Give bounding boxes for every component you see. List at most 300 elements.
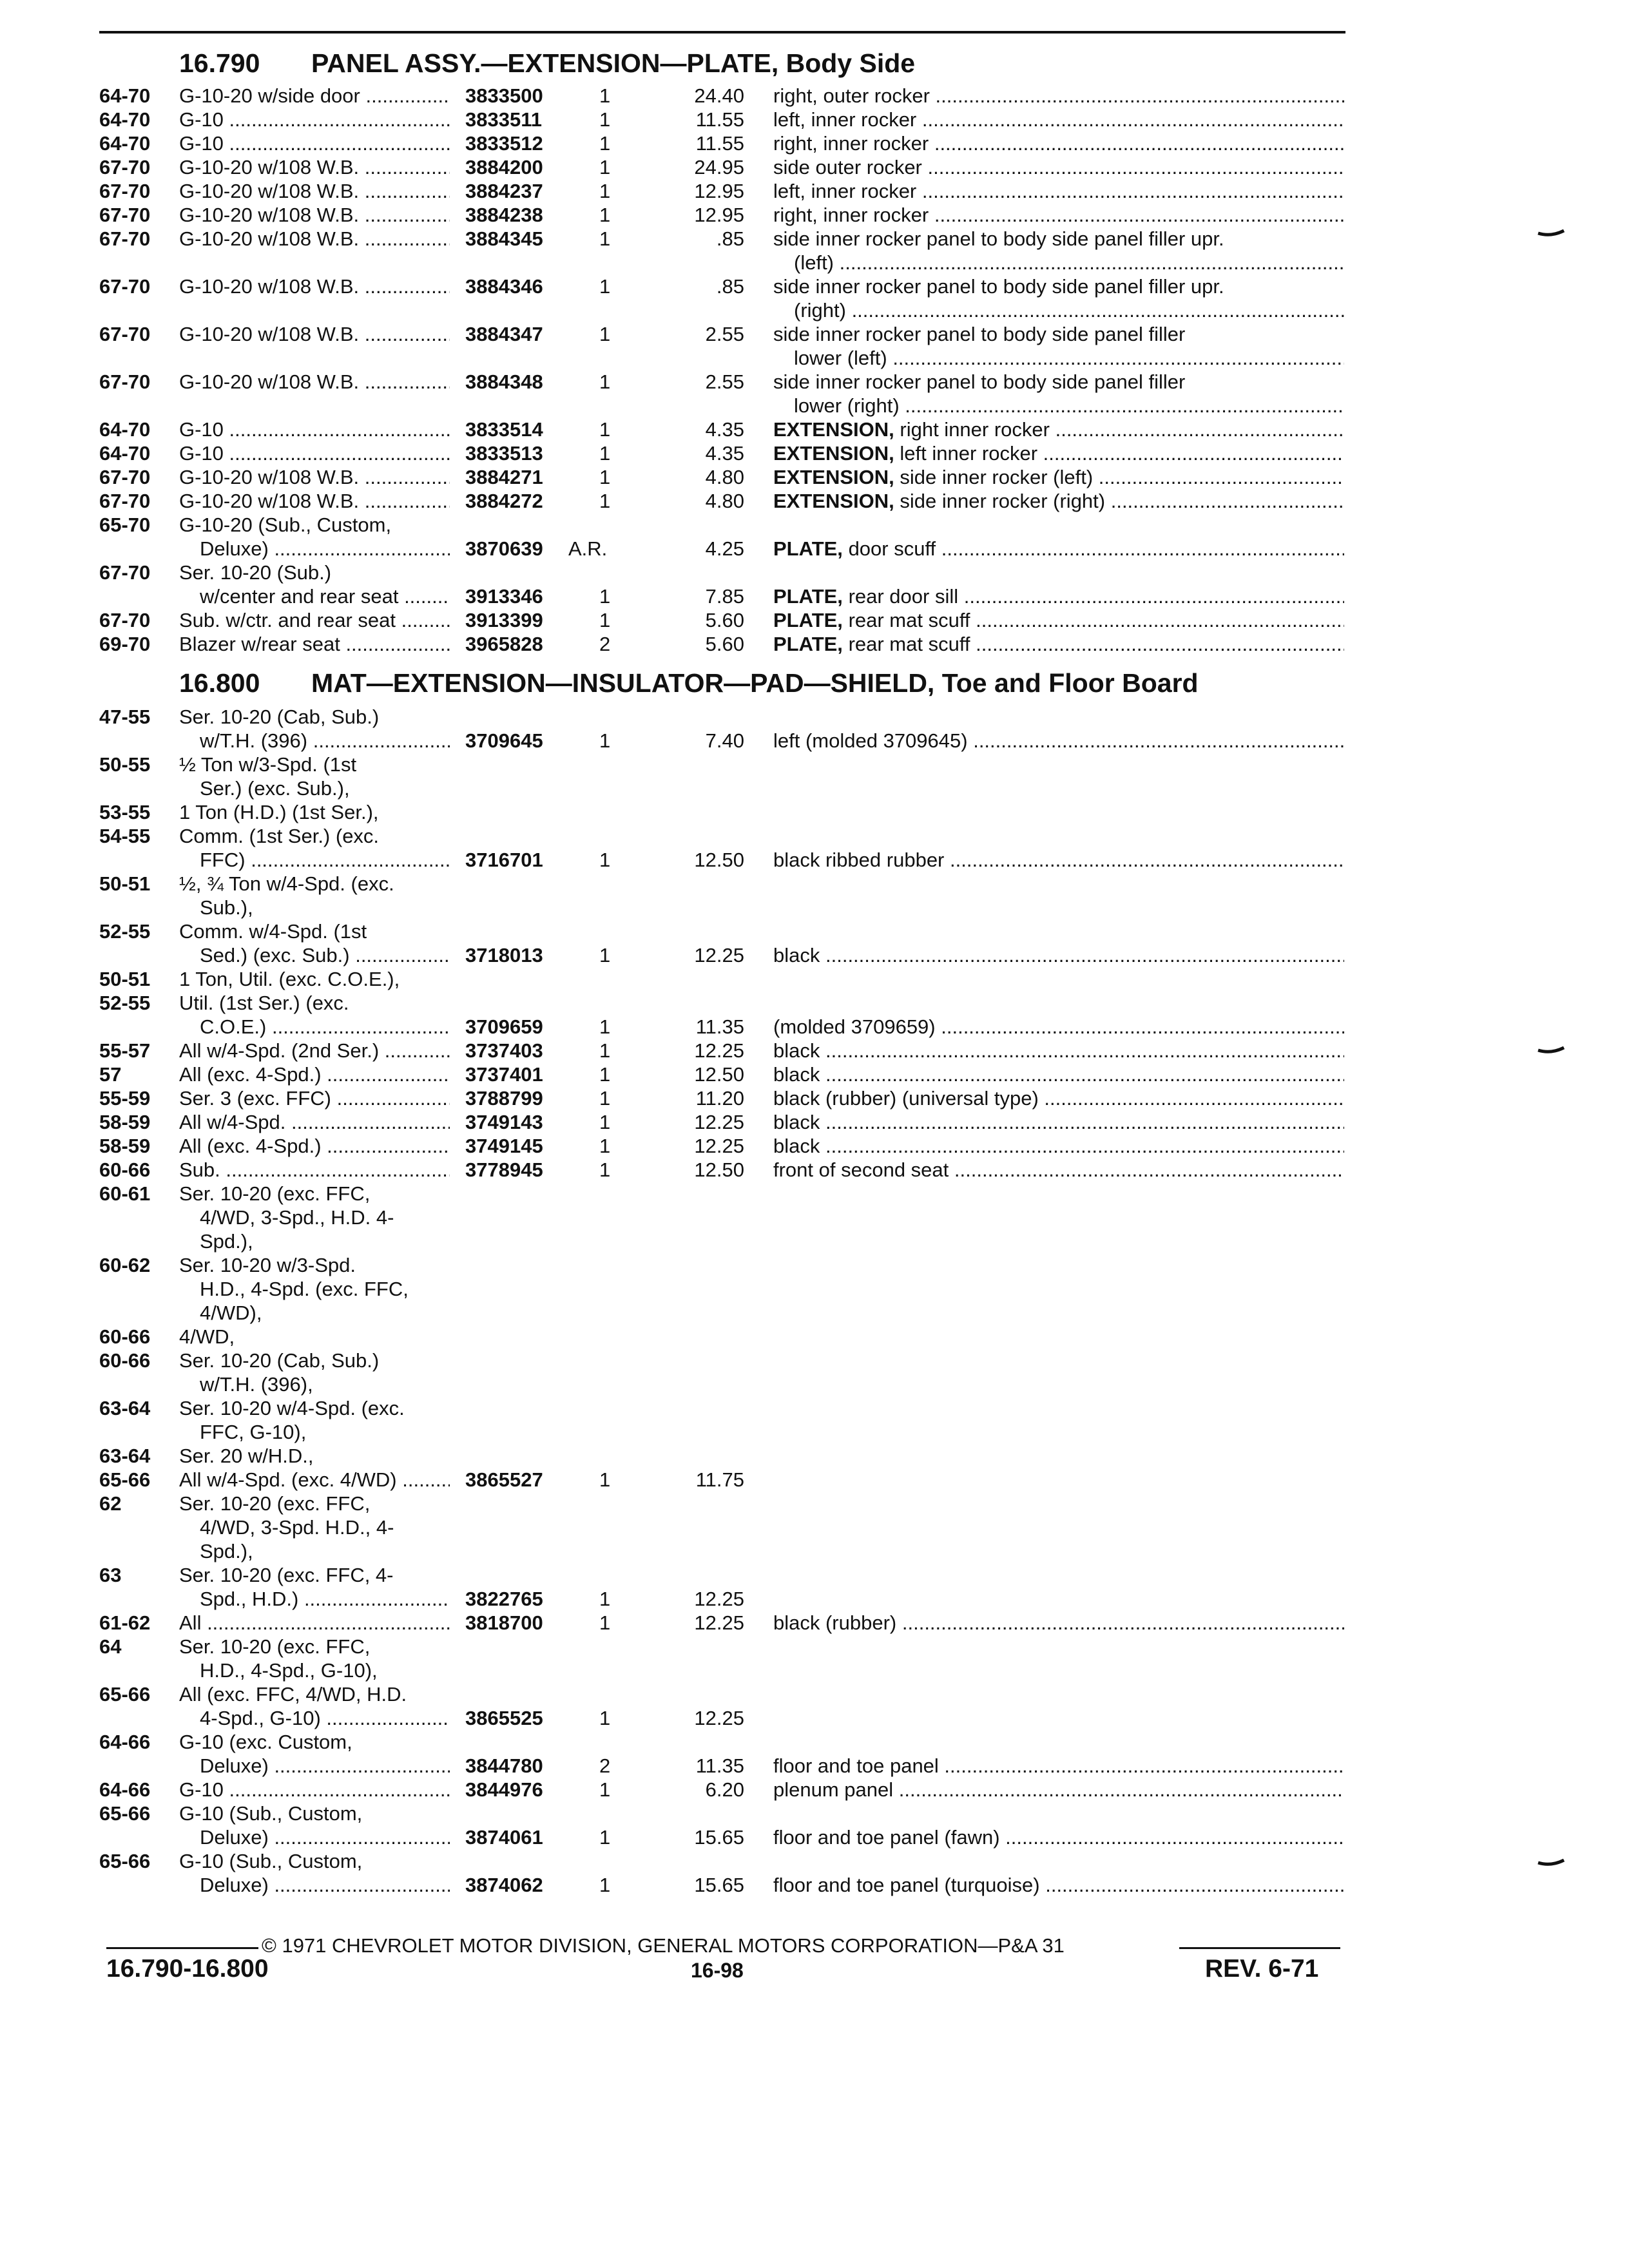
model-description: 1 Ton (H.D.) (1st Ser.), [179,801,379,823]
model-years: 67-70 [99,227,151,250]
model-years: 65-66 [99,1802,151,1825]
part-type: PLATE, [773,633,843,655]
model-years: 64-70 [99,442,151,465]
model-description: All w/4-Spd. (exc. 4/WD) ..... [179,1468,450,1492]
part-description-text: black [773,944,820,966]
model-description: G-10 ..... [179,441,450,465]
part-type: PLATE, [773,585,843,608]
model-description: Comm. (1st Ser.) (exc. [179,825,380,847]
quantity: 1 [599,1611,611,1634]
part-description-text: black [773,1111,820,1133]
part-number: 3874061 [465,1826,543,1849]
part-number: 3778945 [465,1158,543,1181]
model-description: Ser. 10-20 w/4-Spd. (exc. [179,1397,405,1419]
part-description-text: door scuff [848,537,936,560]
part-type: EXTENSION, [773,490,894,512]
model-years: 64-70 [99,108,151,131]
part-number: 3884348 [465,370,543,393]
model-years: 65-66 [99,1683,151,1706]
price: 5.60 [705,633,744,655]
price: 12.25 [694,1039,744,1062]
part-number: 3865525 [465,1707,543,1729]
part-description [773,1778,1344,1802]
price: 4.25 [705,537,744,560]
quantity: A.R. [568,537,608,560]
price: 15.65 [694,1874,744,1896]
model-description: G-10-20 w/108 W.B. ..... [179,155,450,179]
model-description: FFC) ..... [200,848,450,872]
price: .85 [716,275,744,298]
model-years: 67-70 [99,323,151,345]
model-years: 47-55 [99,706,151,728]
price: 4.80 [705,466,744,488]
model-years: 67-70 [99,561,151,584]
model-years: 50-55 [99,753,151,776]
model-years: 67-70 [99,156,151,178]
price: 11.55 [695,108,744,131]
part-description-text: front of second seat [773,1158,949,1181]
part-description [773,1062,1344,1086]
part-description [773,1039,1344,1062]
quantity: 1 [599,204,611,226]
part-description-continued: lower (left) ..... [794,346,1344,370]
model-description: All (exc. 4-Spd.) ..... [179,1134,450,1158]
section-heading: PANEL ASSY.—EXTENSION—PLATE, Body Side [311,48,916,78]
part-number: 3737401 [465,1063,543,1086]
part-description [773,1873,1344,1897]
model-description: 4/WD, 3-Spd. H.D., 4- [200,1516,394,1539]
price: 15.65 [694,1826,744,1849]
part-type: EXTENSION, [773,418,894,441]
part-type: EXTENSION, [773,442,894,465]
part-description [773,1754,1344,1778]
model-years: 60-66 [99,1325,151,1348]
part-description-text: black [773,1063,820,1086]
model-description: H.D., 4-Spd., G-10), [200,1659,378,1682]
part-description [773,608,1344,632]
quantity: 1 [599,1707,611,1729]
part-type: PLATE, [773,609,843,631]
part-number: 3844976 [465,1778,543,1801]
top-rule [99,31,1345,34]
model-years: 69-70 [99,633,151,655]
model-description: 4/WD, 3-Spd., H.D. 4- [200,1206,394,1229]
price: 12.50 [694,1158,744,1181]
model-description: ½, ¾ Ton w/4-Spd. (exc. [179,872,394,895]
part-number: 3833512 [465,132,543,155]
model-description: Blazer w/rear seat ..... [179,632,450,656]
price: 11.35 [695,1754,744,1777]
part-number: 3965828 [465,633,543,655]
part-description [773,729,1344,753]
quantity: 1 [599,1015,611,1038]
model-years: 54-55 [99,825,151,847]
model-description: All (exc. FFC, 4/WD, H.D. [179,1683,407,1706]
part-number: 3884271 [465,466,543,488]
model-description: Sub.), [200,896,253,919]
quantity: 1 [599,849,611,871]
model-description: G-10 ..... [179,1778,450,1802]
model-years: 67-70 [99,275,151,298]
part-description-text: right, outer rocker [773,84,930,107]
part-number: 3709645 [465,729,543,752]
part-description [773,203,1344,227]
model-years: 58-59 [99,1111,151,1133]
quantity: 1 [599,1039,611,1062]
model-years: 67-70 [99,204,151,226]
model-years: 53-55 [99,801,151,823]
model-description: G-10 ..... [179,418,450,441]
footer-copyright: © 1971 CHEVROLET MOTOR DIVISION, GENERAL MOTORS CORPORATION—P&A 31 [262,1934,1065,1957]
quantity: 1 [599,442,611,465]
model-description: G-10-20 w/108 W.B. ..... [179,274,450,298]
part-description-text: left, inner rocker [773,180,917,202]
model-years: 67-70 [99,180,151,202]
part-number: 3737403 [465,1039,543,1062]
part-description [773,131,1344,155]
footer-rule-right [1179,1947,1340,1949]
model-description: Spd., H.D.) ..... [200,1587,450,1611]
footer-rule-left [106,1947,258,1949]
part-number: 3818700 [465,1611,543,1634]
model-description: Deluxe) ..... [200,1825,450,1849]
part-description [773,1110,1344,1134]
quantity: 1 [599,585,611,608]
part-description-text: side inner rocker panel to body side panel filler [773,370,1186,393]
footer-page-number: 16-98 [691,1959,744,1982]
model-description: Ser. 10-20 (exc. FFC, [179,1492,371,1515]
part-description-text: side inner rocker (left) [900,466,1094,488]
part-description-continued: (right) ..... [794,298,1344,322]
model-years: 64-70 [99,418,151,441]
quantity: 1 [599,1778,611,1801]
part-description [773,465,1344,489]
model-description: G-10-20 w/108 W.B. ..... [179,227,450,251]
price: 5.60 [705,609,744,631]
quantity: 1 [599,84,611,107]
part-number: 3822765 [465,1588,543,1610]
model-description: G-10 (Sub., Custom, [179,1802,363,1825]
model-years: 52-55 [99,920,151,943]
price: 12.25 [694,1135,744,1157]
part-number: 3884272 [465,490,543,512]
part-description-text: right, inner rocker [773,204,929,226]
price: 11.35 [695,1015,744,1038]
quantity: 1 [599,1874,611,1896]
part-description [773,179,1344,203]
part-number: 3874062 [465,1874,543,1896]
quantity: 1 [599,490,611,512]
quantity: 1 [599,466,611,488]
model-years: 67-70 [99,466,151,488]
model-years: 64-66 [99,1778,151,1801]
quantity: 1 [599,1468,611,1491]
part-description [773,274,1344,298]
model-description: G-10-20 (Sub., Custom, [179,514,392,536]
part-description-text: side inner rocker (right) [900,490,1106,512]
part-description-text: side inner rocker panel to body side panel filler upr. [773,227,1224,250]
price: 4.35 [705,442,744,465]
part-number: 3749145 [465,1135,543,1157]
part-description-text: left, inner rocker [773,108,917,131]
part-number: 3709659 [465,1015,543,1038]
model-description: G-10-20 w/side door ..... [179,84,450,108]
part-description [773,1611,1344,1635]
model-years: 64 [99,1635,122,1658]
model-description: w/T.H. (396), [200,1373,313,1396]
part-description-text: floor and toe panel (fawn) [773,1826,1000,1849]
model-description: G-10 ..... [179,108,450,131]
price: 4.80 [705,490,744,512]
model-description: Ser. 10-20 (Sub.) [179,561,332,584]
model-years: 50-51 [99,872,151,895]
part-number: 3884238 [465,204,543,226]
model-description: FFC, G-10), [200,1421,307,1443]
model-years: 64-70 [99,84,151,107]
model-description: Ser. 3 (exc. FFC) ..... [179,1086,450,1110]
quantity: 1 [599,418,611,441]
margin-mark [1537,228,1565,240]
model-description: Sub. ..... [179,1158,450,1182]
model-description: Ser. 10-20 (exc. FFC, [179,1635,371,1658]
model-description: All w/4-Spd. ..... [179,1110,450,1134]
part-description-continued: lower (right) ..... [794,394,1344,418]
part-description [773,943,1344,967]
part-description [773,537,1344,561]
model-years: 63-64 [99,1397,151,1419]
price: 24.40 [694,84,744,107]
model-description: Deluxe) ..... [200,1873,450,1897]
part-number: 3913399 [465,609,543,631]
part-number: 3716701 [465,849,543,871]
model-description: G-10-20 w/108 W.B. ..... [179,465,450,489]
part-number: 3833511 [465,108,542,131]
footer-revision: REV. 6-71 [1205,1955,1319,1983]
model-description: 4/WD, [179,1325,235,1348]
model-description: Ser. 10-20 (Cab, Sub.) [179,706,380,728]
model-description: 4-Spd., G-10) ..... [200,1706,450,1730]
model-years: 65-66 [99,1850,151,1872]
part-description [773,489,1344,513]
model-description: Sub. w/ctr. and rear seat ..... [179,608,450,632]
model-description: Comm. w/4-Spd. (1st [179,920,367,943]
price: 12.25 [694,1707,744,1729]
price: 2.55 [705,323,744,345]
part-description [773,632,1344,656]
model-years: 64-70 [99,132,151,155]
model-description: G-10-20 w/108 W.B. ..... [179,322,450,346]
model-description: Ser. 10-20 (Cab, Sub.) [179,1349,380,1372]
part-number: 3833500 [465,84,543,107]
margin-mark [1537,1045,1565,1057]
model-description: Spd.), [200,1540,253,1562]
part-description [773,848,1344,872]
price: 24.95 [694,156,744,178]
price: 12.25 [694,944,744,966]
part-description-text: black [773,1039,820,1062]
price: 7.40 [705,729,744,752]
part-number: 3865527 [465,1468,543,1491]
model-description: 4/WD), [200,1302,262,1324]
part-description-text: black [773,1135,820,1157]
model-description: 1 Ton, Util. (exc. C.O.E.), [179,968,400,990]
price: .85 [716,227,744,250]
model-description: Ser. 10-20 (exc. FFC, 4- [179,1564,394,1586]
model-description: ½ Ton w/3-Spd. (1st [179,753,357,776]
model-description: H.D., 4-Spd. (exc. FFC, [200,1278,409,1300]
quantity: 1 [599,1135,611,1157]
margin-mark [1537,1858,1565,1869]
part-description-text: black (rubber) (universal type) [773,1087,1039,1110]
model-years: 62 [99,1492,122,1515]
price: 12.50 [694,1063,744,1086]
part-number: 3884345 [465,227,543,250]
model-years: 55-59 [99,1087,151,1110]
model-years: 64-66 [99,1731,151,1753]
part-description-text: right inner rocker [900,418,1050,441]
part-description [773,84,1344,108]
quantity: 1 [599,132,611,155]
quantity: 1 [599,729,611,752]
model-description: G-10 ..... [179,131,450,155]
price: 4.35 [705,418,744,441]
model-years: 50-51 [99,968,151,990]
part-description-continued: (left) ..... [794,251,1344,274]
model-description: All ..... [179,1611,450,1635]
model-years: 67-70 [99,490,151,512]
quantity: 1 [599,275,611,298]
quantity: 2 [599,1754,611,1777]
price: 11.20 [695,1087,744,1110]
model-description: G-10-20 w/108 W.B. ..... [179,179,450,203]
price: 11.55 [695,132,744,155]
part-description-text: black (rubber) [773,1611,897,1634]
part-number: 3884200 [465,156,543,178]
part-description [773,155,1344,179]
model-years: 67-70 [99,370,151,393]
model-years: 67-70 [99,609,151,631]
quantity: 1 [599,1588,611,1610]
model-description: C.O.E.) ..... [200,1015,450,1039]
model-description: G-10-20 w/108 W.B. ..... [179,370,450,394]
part-description [773,418,1344,441]
part-description-text: side outer rocker [773,156,922,178]
model-years: 57 [99,1063,122,1086]
part-description [773,108,1344,131]
part-description-text: side inner rocker panel to body side panel filler [773,323,1186,345]
part-number: 3749143 [465,1111,543,1133]
model-description: All w/4-Spd. (2nd Ser.) ..... [179,1039,450,1062]
model-description: Ser. 10-20 w/3-Spd. [179,1254,356,1276]
price: 2.55 [705,370,744,393]
quantity: 1 [599,323,611,345]
model-description: Ser.) (exc. Sub.), [200,777,350,800]
footer-section-range: 16.790-16.800 [106,1955,269,1983]
model-years: 65-70 [99,514,151,536]
quantity: 1 [599,944,611,966]
part-description-text: rear door sill [848,585,959,608]
part-description-text: rear mat scuff [848,633,970,655]
part-description [773,1825,1344,1849]
model-description: Sed.) (exc. Sub.) ..... [200,943,450,967]
model-description: Deluxe) ..... [200,1754,450,1778]
model-years: 60-66 [99,1158,151,1181]
quantity: 1 [599,1826,611,1849]
section-title [179,49,915,77]
price: 12.25 [694,1588,744,1610]
part-description [773,1158,1344,1182]
part-description-text: black ribbed rubber [773,849,945,871]
part-description-text: rear mat scuff [848,609,970,631]
section-title [179,669,1199,697]
part-number: 3884347 [465,323,543,345]
part-number: 3913346 [465,585,543,608]
part-number: 3870639 [465,537,543,560]
quantity: 1 [599,370,611,393]
part-type: PLATE, [773,537,843,560]
price: 12.25 [694,1611,744,1634]
part-description [773,1134,1344,1158]
quantity: 2 [599,633,611,655]
model-description: Ser. 20 w/H.D., [179,1445,314,1467]
model-years: 61-62 [99,1611,151,1634]
quantity: 1 [599,1111,611,1133]
model-description: G-10 (exc. Custom, [179,1731,352,1753]
part-description [773,1086,1344,1110]
model-years: 60-61 [99,1182,151,1205]
model-description: G-10-20 w/108 W.B. ..... [179,489,450,513]
part-number: 3833513 [465,442,543,465]
part-description-text: (molded 3709659) [773,1015,936,1038]
part-description-text: right, inner rocker [773,132,929,155]
model-years: 60-62 [99,1254,151,1276]
model-years: 63-64 [99,1445,151,1467]
quantity: 1 [599,156,611,178]
model-description: Deluxe) ..... [200,537,450,561]
model-description: All (exc. 4-Spd.) ..... [179,1062,450,1086]
model-description: Util. (1st Ser.) (exc. [179,992,349,1014]
price: 12.95 [694,180,744,202]
part-description-text: left inner rocker [900,442,1038,465]
price: 12.50 [694,849,744,871]
model-years: 52-55 [99,992,151,1014]
model-years: 63 [99,1564,122,1586]
part-description [773,322,1344,346]
quantity: 1 [599,1063,611,1086]
model-years: 65-66 [99,1468,151,1491]
part-number: 3884237 [465,180,543,202]
part-description-text: plenum panel [773,1778,894,1801]
quantity: 1 [599,1087,611,1110]
part-number: 3788799 [465,1087,543,1110]
quantity: 1 [599,180,611,202]
section-heading: MAT—EXTENSION—INSULATOR—PAD—SHIELD, Toe and Floor Board [311,668,1199,698]
section-number: 16.790 [179,48,260,78]
part-description-text: floor and toe panel (turquoise) [773,1874,1040,1896]
part-description [773,1015,1344,1039]
model-description: Ser. 10-20 (exc. FFC, [179,1182,371,1205]
model-years: 60-66 [99,1349,151,1372]
part-type: EXTENSION, [773,466,894,488]
part-number: 3833514 [465,418,543,441]
price: 11.75 [695,1468,744,1491]
model-description: w/center and rear seat ..... [200,584,450,608]
price: 6.20 [705,1778,744,1801]
price: 12.25 [694,1111,744,1133]
part-number: 3884346 [465,275,543,298]
section-number: 16.800 [179,668,260,698]
price: 12.95 [694,204,744,226]
